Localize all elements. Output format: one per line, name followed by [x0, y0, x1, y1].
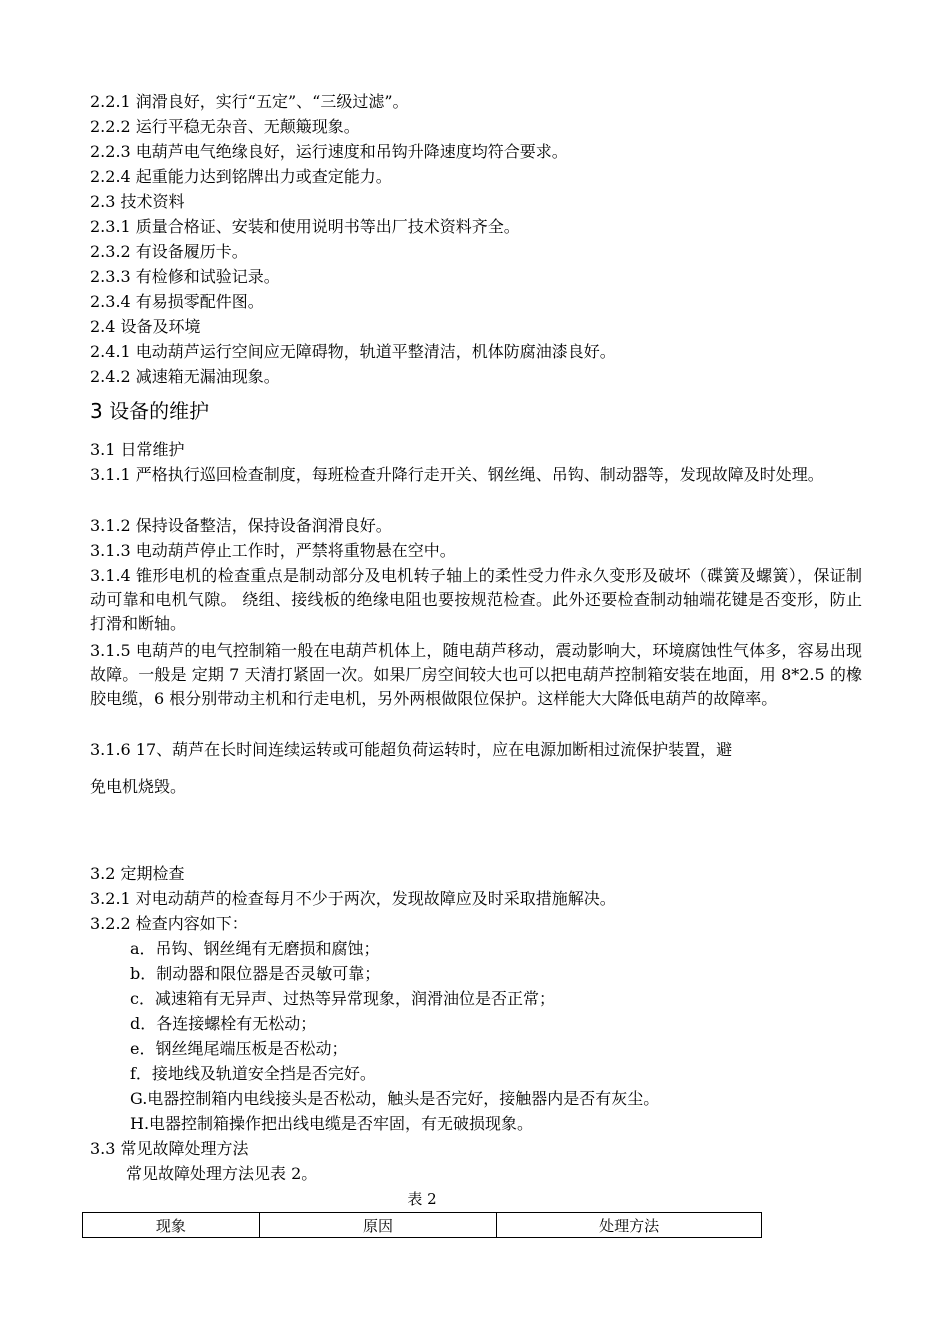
section-3-1-heading: 3.1 日常维护 [90, 440, 185, 459]
clause-2-3-3: 2.3.3 有检修和试验记录。 [90, 267, 280, 286]
list-item-b: b．制动器和限位器是否灵敏可靠； [130, 964, 381, 983]
clause-3-1-5: 3.1.5 电葫芦的电气控制箱一般在电葫芦机体上，随电葫芦移动，震动影响大，环境腐蚀性气体多，容易出现故障。一般是 定期 7 天清打紧固一次。如果厂房空间较大也可以把电葫芦控制箱安装在地面，用 8*2.5 的橡胶电缆，6 根分别带动主机和行走电机，另外两根做限位保护。这样能大大降低电葫芦的故障率。 [90, 641, 862, 708]
section-3-2-heading: 3.2 定期检查 [90, 864, 185, 883]
section-2-4-heading: 2.4 设备及环境 [90, 317, 201, 336]
clause-2-3-1: 2.3.1 质量合格证、安装和使用说明书等出厂技术资料齐全。 [90, 217, 520, 236]
clause-3-1-6: 3.1.6 17、葫芦在长时间连续运转或可能超负荷运转时，应在电源加断相过流保护装置，避 [90, 740, 733, 759]
clause-3-1-4: 3.1.4 锥形电机的检查重点是制动部分及电机转子轴上的柔性受力件永久变形及破坏（碟簧及螺簧），保证制动可靠和电机气隙。 绕组、接线板的绝缘电阻也要按规范检查。此外还要检查制动轴端花键是否变形，防止打滑和断轴。 [90, 566, 862, 633]
clause-2-3-4: 2.3.4 有易损零配件图。 [90, 292, 264, 311]
clause-3-1-1: 3.1.1 严格执行巡回检查制度，每班检查升降行走开关、钢丝绳、吊钩、制动器等，发现故障及时处理。 [90, 465, 824, 484]
header-remedy: 处理方法 [497, 1213, 762, 1238]
clause-2-2-2: 2.2.2 运行平稳无杂音、无颠簸现象。 [90, 117, 360, 136]
clause-3-1-3: 3.1.3 电动葫芦停止工作时，严禁将重物悬在空中。 [90, 541, 456, 560]
list-item-h: H.电器控制箱操作把出线电缆是否牢固，有无破损现象。 [130, 1114, 534, 1133]
list-item-g: G.电器控制箱内电线接头是否松动，触头是否完好，接触器内是否有灰尘。 [130, 1089, 660, 1108]
clause-2-4-1: 2.4.1 电动葫芦运行空间应无障碍物，轨道平整清洁，机体防腐油漆良好。 [90, 342, 616, 361]
clause-2-3-2: 2.3.2 有设备履历卡。 [90, 242, 248, 261]
clause-3-2-1: 3.2.1 对电动葫芦的检查每月不少于两次，发现故障应及时采取措施解决。 [90, 889, 616, 908]
clause-2-2-4: 2.2.4 起重能力达到铭牌出力或查定能力。 [90, 167, 392, 186]
table-header-row [83, 1213, 762, 1238]
clause-2-4-2: 2.4.2 减速箱无漏油现象。 [90, 367, 280, 386]
header-cause: 原因 [259, 1213, 497, 1238]
table-reference-text: 常见故障处理方法见表 2。 [126, 1164, 318, 1183]
section-2-3-heading: 2.3 技术资料 [90, 192, 185, 211]
list-item-f: f．接地线及轨道安全挡是否完好。 [130, 1064, 376, 1083]
chapter-3-heading: 3 设备的维护 [90, 399, 210, 423]
list-item-c: c．减速箱有无异声、过热等异常现象，润滑油位是否正常； [130, 989, 555, 1008]
section-3-3-heading: 3.3 常见故障处理方法 [90, 1139, 249, 1158]
clause-3-1-6-continued: 免电机烧毁。 [90, 777, 187, 796]
clause-2-2-1: 2.2.1 润滑良好，实行“五定”、“三级过滤”。 [90, 92, 409, 111]
list-item-d: d．各连接螺栓有无松动； [130, 1014, 317, 1033]
header-phenomenon: 现象 [83, 1213, 260, 1238]
table-caption: 表 2 [407, 1190, 437, 1208]
list-item-e: e．钢丝绳尾端压板是否松动； [130, 1039, 348, 1058]
clause-2-2-3: 2.2.3 电葫芦电气绝缘良好，运行速度和吊钩升降速度均符合要求。 [90, 142, 568, 161]
clause-3-2-2: 3.2.2 检查内容如下： [90, 914, 248, 933]
fault-table [82, 1212, 762, 1238]
list-item-a: a．吊钩、钢丝绳有无磨损和腐蚀； [130, 939, 380, 958]
clause-3-1-2: 3.1.2 保持设备整洁，保持设备润滑良好。 [90, 516, 392, 535]
